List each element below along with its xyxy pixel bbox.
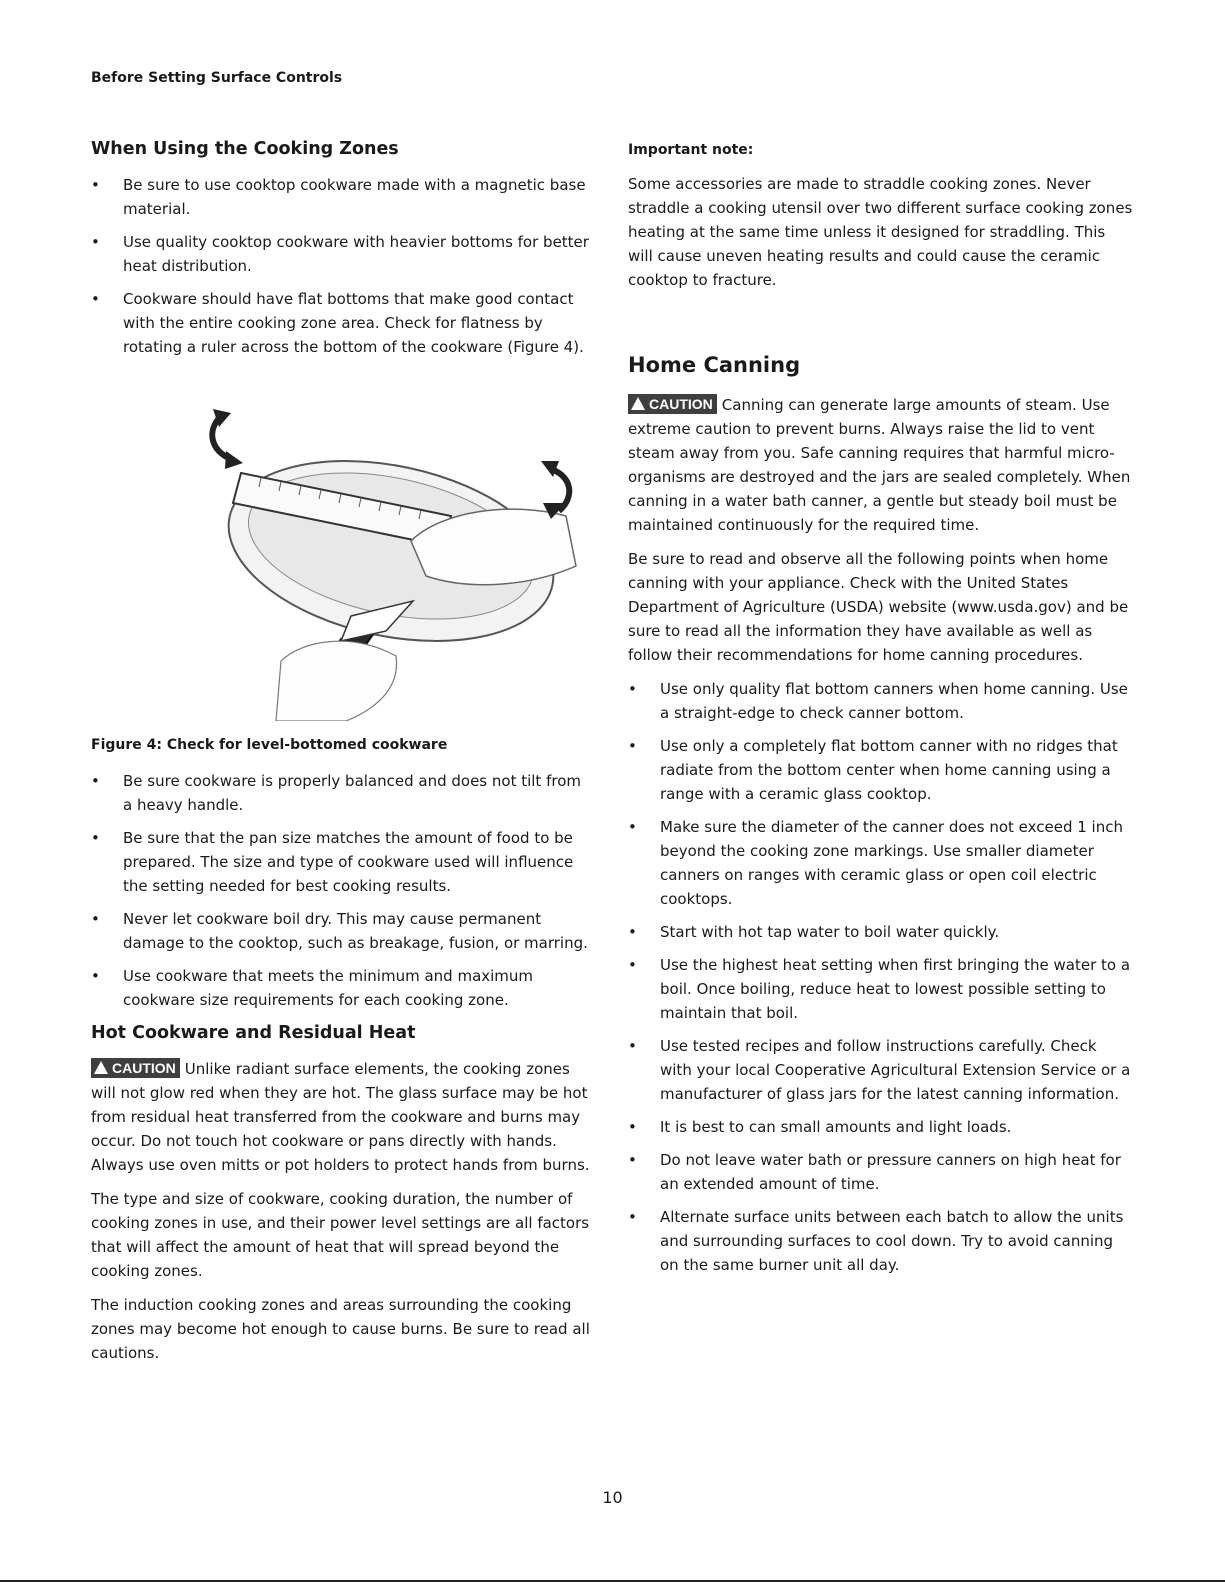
list-item-text: Cookware should have flat bottoms that make good contact with the entire cooking zone area. Check for flatness by rotating a ruler across the bottom of the cookware (Figure 4). bbox=[123, 289, 584, 356]
list-item bbox=[628, 953, 1133, 1025]
warning-triangle-icon bbox=[94, 1061, 108, 1074]
left-column bbox=[91, 138, 591, 1375]
figure-caption: Figure 4: Check for level-bottomed cookware bbox=[91, 736, 448, 753]
list-item bbox=[628, 1205, 1133, 1277]
bottom-divider bbox=[0, 1580, 1225, 1582]
bullet-icon: • bbox=[628, 1208, 637, 1227]
list-item bbox=[91, 230, 591, 278]
list-item bbox=[628, 1034, 1133, 1106]
bullet-icon: • bbox=[91, 232, 100, 251]
list-item-text: Be sure cookware is properly balanced and does not tilt from a heavy handle. bbox=[123, 771, 581, 814]
bullet-icon: • bbox=[91, 289, 100, 308]
page-section-header: Before Setting Surface Controls bbox=[91, 70, 343, 86]
right-column bbox=[628, 138, 1133, 1287]
caution-label: CAUTION bbox=[112, 1059, 176, 1076]
bullet-icon: • bbox=[91, 771, 100, 790]
bullet-icon: • bbox=[628, 818, 637, 837]
bullet-icon: • bbox=[91, 966, 100, 985]
list-item bbox=[628, 677, 1133, 725]
bullet-icon: • bbox=[628, 923, 637, 942]
list-item-text: Be sure to use cooktop cookware made with a magnetic base material. bbox=[123, 175, 586, 218]
list-item bbox=[91, 173, 591, 221]
list-item-text: Do not leave water bath or pressure canners on high heat for an extended amount of time. bbox=[660, 1151, 1121, 1194]
residual-heat-paragraph: The type and size of cookware, cooking duration, the number of cooking zones in use, and their power level settings are all factors that will affect the amount of heat that will spread beyond the cooking zones. bbox=[91, 1189, 590, 1280]
ruler-on-pan-illustration bbox=[181, 391, 601, 721]
residual-heat-heading: Hot Cookware and Residual Heat bbox=[91, 1022, 416, 1043]
caution-label: CAUTION bbox=[649, 396, 713, 413]
bullet-icon: • bbox=[628, 956, 637, 975]
bullet-icon: • bbox=[91, 909, 100, 928]
list-item bbox=[91, 907, 591, 955]
bullet-icon: • bbox=[628, 1151, 637, 1170]
list-item-text: Use the highest heat setting when first bringing the water to a boil. Once boiling, reduce heat to lowest possible setting to maintain that boil. bbox=[660, 956, 1131, 1023]
bullet-icon: • bbox=[628, 737, 637, 756]
list-item-text: Use quality cooktop cookware with heavier bottoms for better heat distribution. bbox=[123, 232, 589, 275]
list-item-text: It is best to can small amounts and light loads. bbox=[660, 1118, 1012, 1137]
list-item bbox=[628, 734, 1133, 806]
list-item bbox=[91, 826, 591, 898]
list-item-text: Never let cookware boil dry. This may cause permanent damage to the cooktop, such as breakage, fusion, or marring. bbox=[123, 909, 588, 952]
list-item bbox=[91, 287, 591, 359]
home-canning-list bbox=[628, 677, 1133, 1277]
figure-4-svg bbox=[181, 391, 601, 721]
list-item bbox=[628, 815, 1133, 911]
bullet-icon: • bbox=[91, 828, 100, 847]
list-item bbox=[628, 1115, 1133, 1139]
bullet-icon: • bbox=[91, 175, 100, 194]
bullet-icon: • bbox=[628, 1118, 637, 1137]
home-canning-heading: Home Canning bbox=[628, 353, 801, 377]
list-item-text: Be sure that the pan size matches the amount of food to be prepared. The size and type of cookware used will influence the setting needed for best cooking results. bbox=[123, 828, 574, 895]
cooking-zones-list bbox=[91, 173, 591, 359]
list-item bbox=[91, 964, 591, 1012]
caution-text: Unlike radiant surface elements, the cooking zones will not glow red when they are hot. The glass surface may be hot from residual heat transferred from the cookware and burns may occur. Do not touch hot cookware or pans directly with hands. Always use oven mitts or pot holders to protect hands from burns. bbox=[91, 1059, 590, 1174]
residual-heat-caution bbox=[91, 1057, 591, 1177]
list-item bbox=[628, 920, 1133, 944]
list-item-text: Use tested recipes and follow instructions carefully. Check with your local Cooperative Agricultural Extension Service or a manufacturer of glass jars for the latest canning information. bbox=[660, 1037, 1131, 1104]
caution-badge bbox=[628, 394, 717, 414]
cookware-tips-list bbox=[91, 769, 591, 1012]
list-item-text: Make sure the diameter of the canner does not exceed 1 inch beyond the cooking zone markings. Use smaller diameter canners on ranges with ceramic glass or open coil electric cooktops. bbox=[660, 818, 1123, 909]
page-number: 10 bbox=[602, 1488, 623, 1507]
important-note-text: Some accessories are made to straddle cooking zones. Never straddle a cooking utensil over two different surface cooking zones heating at the same time unless it designed for straddling. This will cause uneven heating results and could cause the ceramic cooktop to fracture. bbox=[628, 175, 1133, 289]
home-canning-caution bbox=[628, 393, 1133, 537]
important-note-label: Important note: bbox=[628, 142, 754, 158]
list-item bbox=[628, 1148, 1133, 1196]
caution-text: Canning can generate large amounts of steam. Use extreme caution to prevent burns. Always raise the lid to vent steam away from you. Safe canning requires that harmful micro-organisms are destroyed and the jars are sealed completely. When canning in a water bath canner, a gentle but steady boil must be maintained continuously for the required time. bbox=[628, 396, 1131, 535]
caution-badge bbox=[91, 1058, 180, 1078]
bullet-icon: • bbox=[628, 1037, 637, 1056]
bullet-icon: • bbox=[628, 680, 637, 699]
home-canning-intro: Be sure to read and observe all the following points when home canning with your appliance. Check with the United States Department of Agriculture (USDA) website (www.usda.gov) and be sure to read all the information they have available as well as follow their recommendations for home canning procedures. bbox=[628, 550, 1129, 665]
list-item-text: Use cookware that meets the minimum and maximum cookware size requirements for each cooking zone. bbox=[123, 966, 534, 1009]
list-item-text: Use only quality flat bottom canners when home canning. Use a straight-edge to check canner bottom. bbox=[660, 680, 1128, 723]
cooking-zones-heading: When Using the Cooking Zones bbox=[91, 139, 399, 159]
list-item-text: Start with hot tap water to boil water quickly. bbox=[660, 923, 1000, 942]
residual-heat-paragraph: The induction cooking zones and areas surrounding the cooking zones may become hot enough to cause burns. Be sure to read all cautions. bbox=[91, 1295, 590, 1362]
list-item-text: Alternate surface units between each batch to allow the units and surrounding surfaces to cool down. Try to avoid canning on the same burner unit all day. bbox=[660, 1208, 1124, 1275]
list-item-text: Use only a completely flat bottom canner with no ridges that radiate from the bottom center when home canning using a range with a ceramic glass cooktop. bbox=[660, 737, 1118, 804]
warning-triangle-icon bbox=[631, 397, 645, 410]
list-item bbox=[91, 769, 591, 817]
